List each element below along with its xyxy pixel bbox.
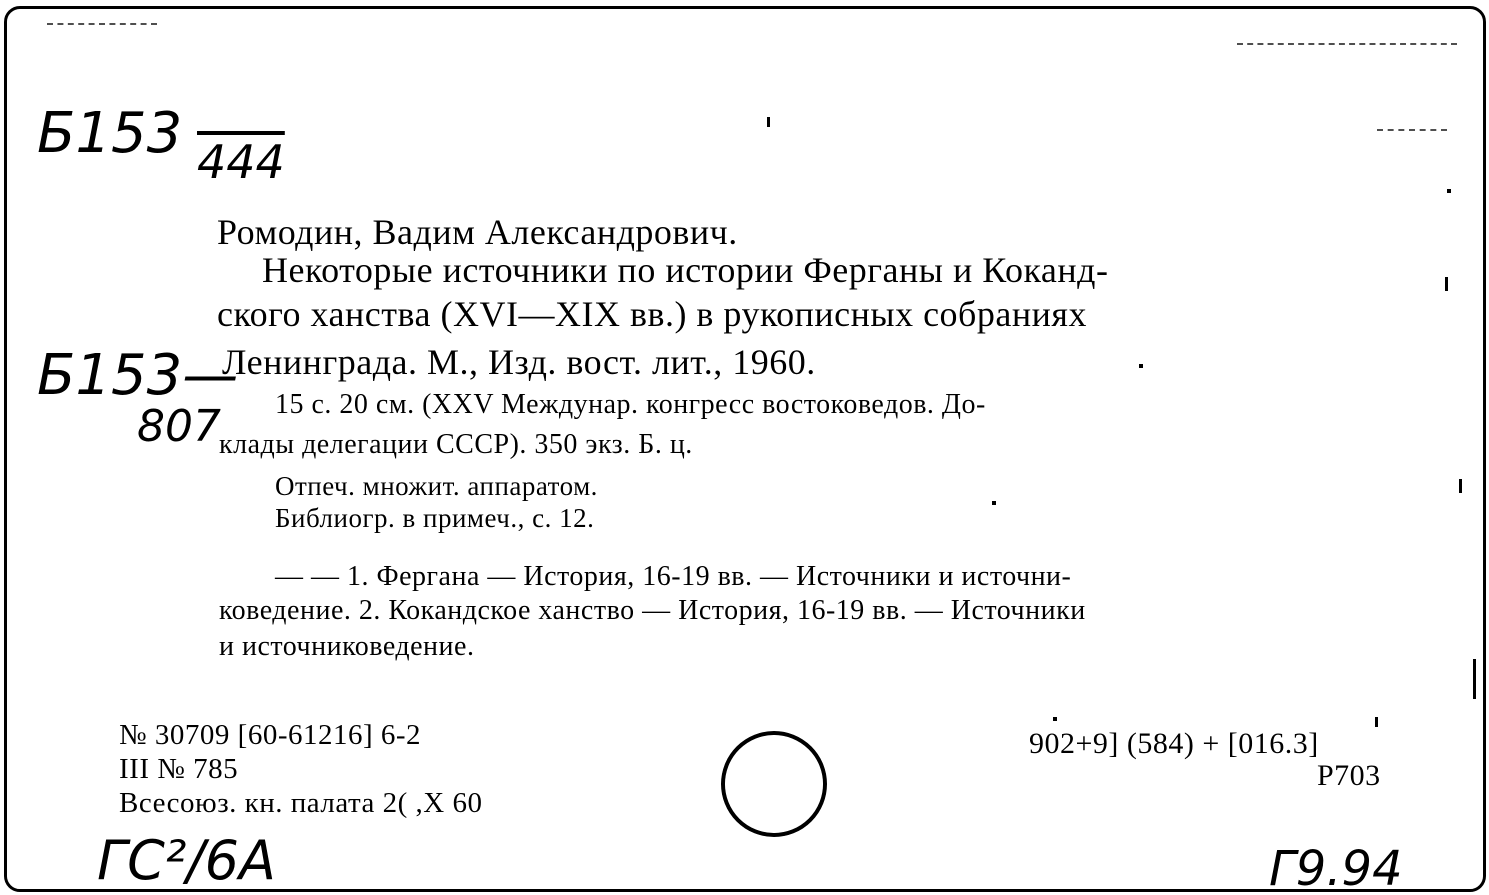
- scan-speck: [1445, 277, 1448, 291]
- handwritten-shelfmark-2: Б153—: [37, 343, 239, 408]
- scan-artifact-top-right: [1237, 43, 1457, 45]
- scan-artifact-right: [1377, 129, 1447, 131]
- scan-artifact-top: [47, 23, 157, 25]
- title-line: Ленинграда. М., Изд. вост. лит., 1960.: [222, 342, 816, 382]
- handwritten-shelfmark-1: Б153: [37, 101, 183, 166]
- classification-index: 902+9] (584) + [016.3]: [1029, 727, 1319, 760]
- catalog-card: [4, 6, 1486, 892]
- scan-speck: [992, 501, 996, 505]
- handwritten-shelfmark-2-sub: 807: [137, 401, 221, 452]
- footer-line: III № 785: [119, 753, 239, 785]
- handwritten-bottom-left: ГС²/6А: [97, 829, 276, 892]
- title-line: Некоторые источники по истории Ферганы и Коканд-: [262, 250, 1109, 290]
- subject-line: — — 1. Фергана — История, 16-19 вв. — Источники и источни-: [275, 561, 1072, 592]
- collation-line: клады делегации СССР). 350 экз. Б. ц.: [219, 429, 693, 460]
- scan-speck: [767, 117, 770, 127]
- scan-speck: [1139, 364, 1143, 368]
- handwritten-shelfmark-1-sub: 444: [197, 135, 285, 189]
- scan-speck: [1473, 659, 1476, 699]
- cutter-number: Р703: [1317, 759, 1381, 792]
- note-line: Отпеч. множит. аппаратом.: [275, 471, 598, 501]
- footer-line: № 30709 [60-61216] 6-2: [119, 719, 422, 751]
- scan-speck: [1459, 479, 1462, 493]
- footer-line: Всесоюз. кн. палата 2( ,X 60: [119, 787, 483, 819]
- scan-speck: [1447, 189, 1451, 193]
- collation-line: 15 с. 20 см. (XXV Междунар. конгресс востоковедов. До-: [275, 389, 986, 420]
- scan-speck: [1053, 717, 1057, 721]
- author-heading: Ромодин, Вадим Александрович.: [217, 212, 738, 252]
- title-line: ского ханства (XVI—XIX вв.) в рукописных собраниях: [217, 294, 1087, 334]
- note-line: Библиогр. в примеч., с. 12.: [275, 503, 595, 533]
- handwritten-bottom-right: Г9.94: [1269, 841, 1403, 892]
- subject-line: коведение. 2. Кокандское ханство — История, 16-19 вв. — Источники: [219, 595, 1086, 626]
- subject-line: и источниковедение.: [219, 631, 475, 662]
- scan-speck: [1375, 717, 1378, 727]
- circle-stamp: [721, 731, 827, 837]
